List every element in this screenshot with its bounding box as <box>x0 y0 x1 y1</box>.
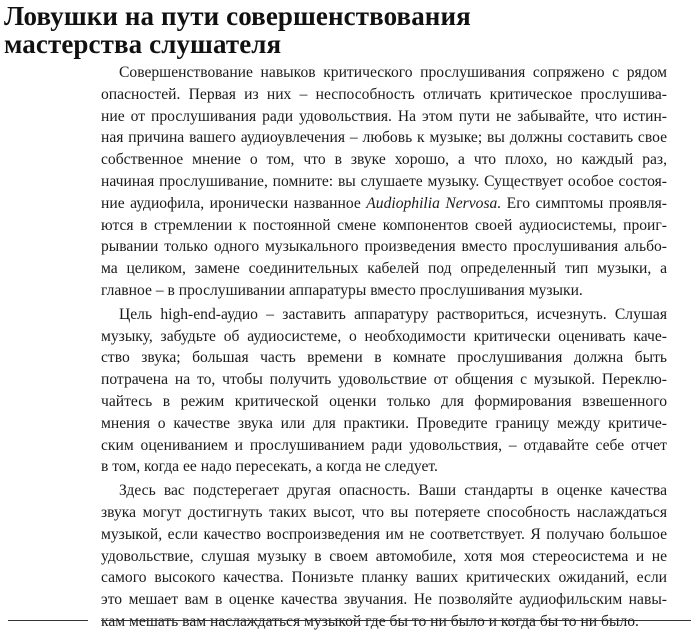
paragraph-3 <box>101 480 667 633</box>
text-line: кам мешать вам наслаждаться музыкой где бы то ни было и когда бы то ни было. <box>101 612 639 630</box>
text-line: музыкой, если качество воспроизведения им не соответствует. Я получаю большое <box>101 525 667 543</box>
text-line: опасностей. Первая из них – неспособность отличать критическое прослушива- <box>101 85 667 103</box>
paragraph-1 <box>101 62 667 302</box>
text-line: Совершенствование навыков критического прослушивания сопряжено с рядом <box>119 64 667 81</box>
text-line: Здесь вас подстерегает другая опасность. Ваши стандарты в оценке качества <box>119 482 667 500</box>
text-line: Цель high-end-аудио – заставить аппаратуру раствориться, исчезнуть. Слушая <box>119 305 667 323</box>
text-fragment: Его симптомы проявля- <box>501 194 667 212</box>
text-line: ма целиком, замене соединительных кабелей под определенный тип музыки, а <box>101 260 667 278</box>
text-line: удовольствие, слушая музыку в своем автомобиле, хотя моя стереосистема и не <box>101 547 667 565</box>
text-line: ная причина вашего аудиоувлечения – любовь к музыке; вы должны составить свое <box>101 129 667 147</box>
text-line: рывании только одного музыкального произведения вместо прослушивания альбо- <box>101 238 667 256</box>
paragraph-2 <box>101 304 667 478</box>
text-line: это мешает вам в оценке качества звучания. Не позволяйте аудиофильским навы- <box>101 591 667 609</box>
section-heading <box>4 2 471 58</box>
heading-line-2: мастерства слушателя <box>4 29 282 59</box>
text-line: собственное мнение о том, что в звуке хорошо, а что плохо, но каждый раз, <box>101 151 667 169</box>
text-line: главное – в прослушивании аппаратуры вместо прослушивания музыки. <box>101 281 583 299</box>
footer-rule-left <box>8 620 88 621</box>
text-line-with-italic <box>101 193 667 215</box>
text-line: ются в стремлении к постоянной смене компонентов своей аудиосистемы, проиг- <box>101 216 667 234</box>
body-text <box>101 62 667 633</box>
text-line: чайтесь в режим критической оценки только для формирования взвешенного <box>101 392 667 410</box>
italic-term: Audiophilia Nervosa. <box>366 194 502 212</box>
footer-rule-right <box>101 620 691 621</box>
text-fragment: ние аудиофила, иронически названное <box>101 194 367 212</box>
text-line: мнения о качестве звука или для практики. Проведите границу между критиче- <box>101 414 667 432</box>
text-line: потрачена на то, чтобы получить удовольствие от общения с музыкой. Переклю- <box>101 371 667 389</box>
text-line: ние от прослушивания ради удовольствия. На этом пути не забывайте, что истин- <box>101 107 667 125</box>
text-line: звука могут достигнуть таких высот, что вы потеряете способность наслаждаться <box>101 503 667 521</box>
text-line: музыку, забудьте об аудиосистеме, о необходимости критически оценивать каче- <box>101 327 667 345</box>
text-line: начиная прослушивание, помните: вы слушаете музыку. Существует особое состоя- <box>101 172 667 190</box>
text-line: в том, когда ее надо пересекать, а когда не следует. <box>101 458 438 476</box>
text-line: самого высокого качества. Понизьте планку ваших критических ожиданий, если <box>101 569 667 587</box>
text-line: ство звука; большая часть времени в комнате прослушивания должна быть <box>101 349 667 367</box>
heading-line-1: Ловушки на пути совершенствования <box>4 1 471 31</box>
text-line: ским оцениванием и прослушиванием ради удовольствия, – отдавайте себе отчет <box>101 436 667 454</box>
